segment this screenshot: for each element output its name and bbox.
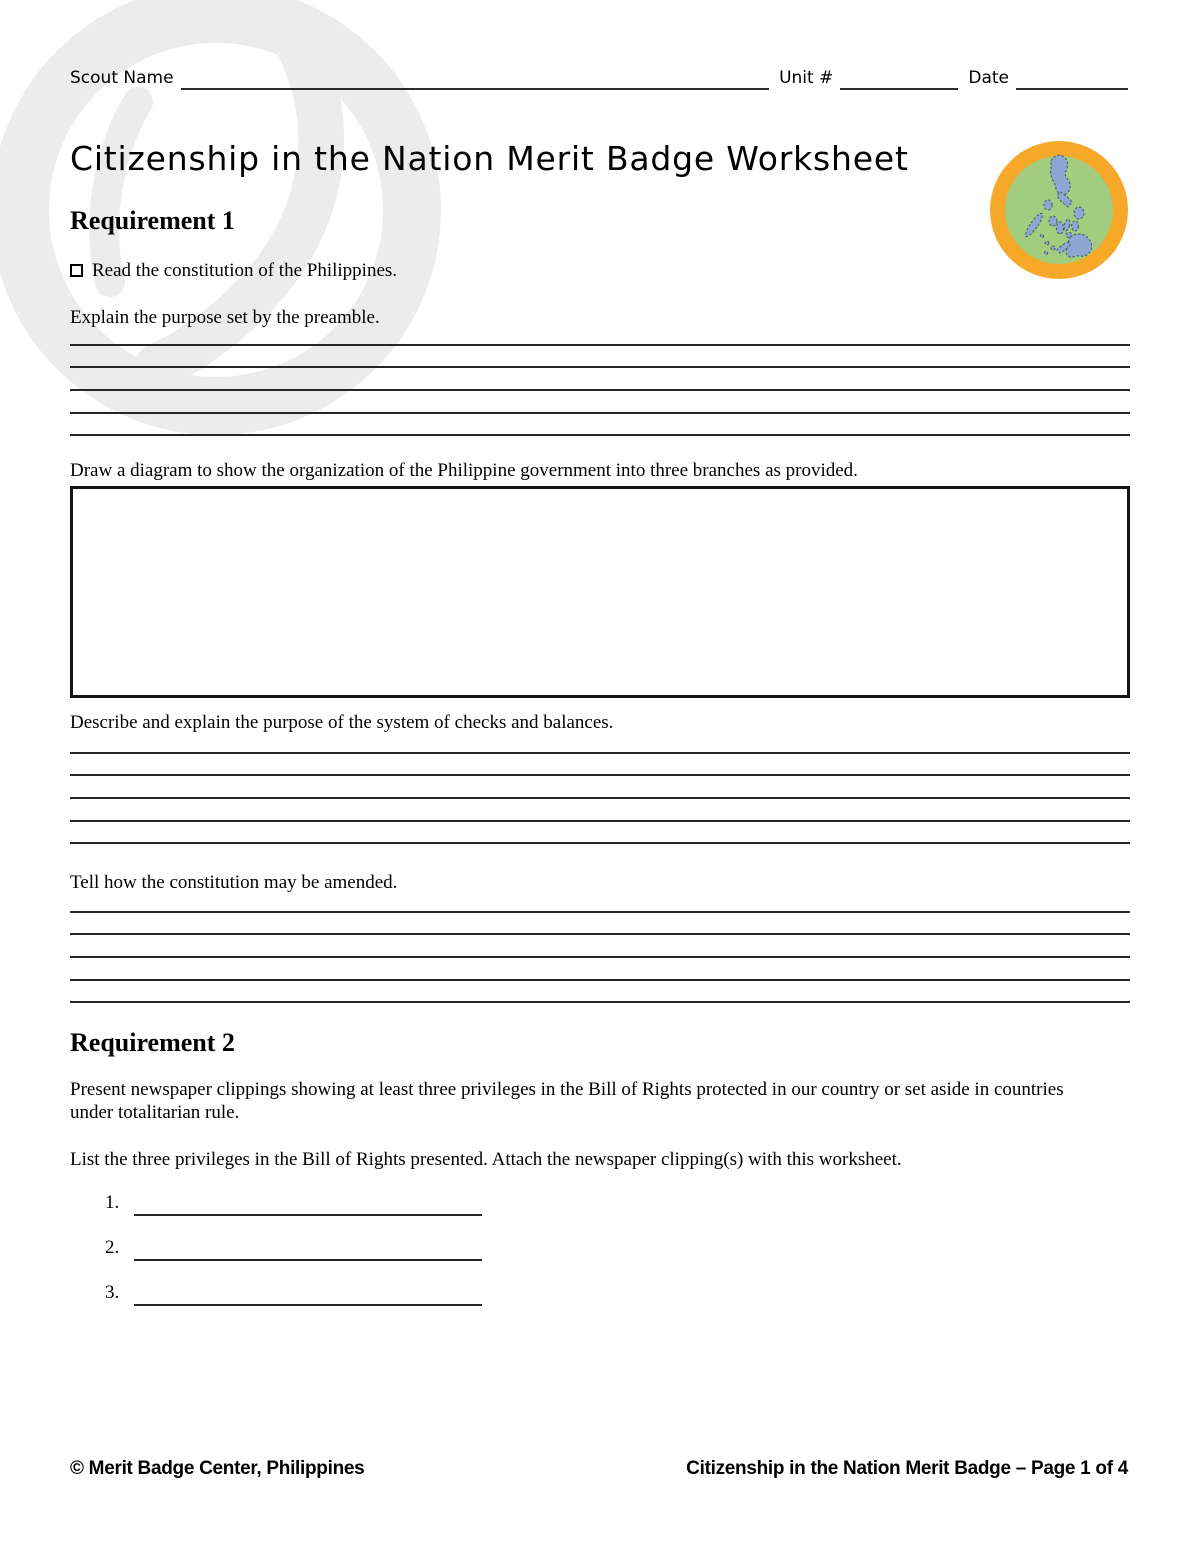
answer-line[interactable] xyxy=(70,958,1130,981)
date-label: Date xyxy=(968,68,1009,88)
unit-number-field[interactable] xyxy=(840,66,958,90)
page-title: Citizenship in the Nation Merit Badge Worksheet xyxy=(70,139,909,178)
item-number: 3. xyxy=(105,1282,120,1303)
checkbox[interactable] xyxy=(70,264,83,277)
answer-line[interactable] xyxy=(70,414,1130,437)
answer-line[interactable] xyxy=(70,754,1130,777)
page-footer xyxy=(70,1458,1128,1480)
answer-line[interactable] xyxy=(70,890,1130,913)
read-constitution-label: Read the constitution of the Philippines. xyxy=(92,260,398,281)
read-constitution-item xyxy=(70,259,397,282)
amendment-question: Tell how the constitution may be amended. xyxy=(70,872,398,893)
amendment-answer-lines xyxy=(70,890,1130,1003)
answer-line[interactable] xyxy=(70,981,1130,1004)
footer-page-indicator: Citizenship in the Nation Merit Badge – Page 1 of 4 xyxy=(686,1458,1128,1479)
privilege-field-3[interactable] xyxy=(134,1284,482,1306)
scout-name-label: Scout Name xyxy=(70,68,174,88)
list-privileges-instruction: List the three privileges in the Bill of Rights presented. Attach the newspaper clipping(s) with this worksheet. xyxy=(70,1149,902,1170)
diagram-box[interactable] xyxy=(70,486,1130,698)
answer-line[interactable] xyxy=(70,391,1130,414)
date-field[interactable] xyxy=(1016,66,1128,90)
diagram-question: Draw a diagram to show the organization of the Philippine government into three branches as provided. xyxy=(70,460,858,481)
checks-balances-question: Describe and explain the purpose of the system of checks and balances. xyxy=(70,712,614,733)
header-fill-in-row xyxy=(70,66,1128,90)
item-number: 2. xyxy=(105,1237,120,1258)
preamble-question: Explain the purpose set by the preamble. xyxy=(70,307,380,328)
privilege-field-2[interactable] xyxy=(134,1239,482,1261)
answer-line[interactable] xyxy=(70,799,1130,822)
philippines-merit-badge-icon xyxy=(990,141,1128,279)
scout-name-field[interactable] xyxy=(181,66,770,90)
unit-number-label: Unit # xyxy=(779,68,834,88)
requirement-1-heading: Requirement 1 xyxy=(70,206,235,235)
intro-line-1: Present newspaper clippings showing at least three privileges in the Bill of Rights protected in our country or set aside in countries xyxy=(70,1079,1064,1100)
intro-line-2: under totalitarian rule. xyxy=(70,1102,240,1123)
privilege-item-3 xyxy=(105,1282,482,1306)
answer-line[interactable] xyxy=(70,776,1130,799)
requirement-2-intro xyxy=(70,1078,1130,1124)
answer-line[interactable] xyxy=(70,323,1130,346)
preamble-answer-lines xyxy=(70,323,1130,436)
answer-line[interactable] xyxy=(70,913,1130,936)
checks-balances-answer-lines xyxy=(70,731,1130,844)
requirement-2-heading: Requirement 2 xyxy=(70,1028,235,1057)
answer-line[interactable] xyxy=(70,731,1130,754)
answer-line[interactable] xyxy=(70,935,1130,958)
answer-line[interactable] xyxy=(70,822,1130,845)
item-number: 1. xyxy=(105,1192,120,1213)
privilege-field-1[interactable] xyxy=(134,1194,482,1216)
answer-line[interactable] xyxy=(70,346,1130,369)
answer-line[interactable] xyxy=(70,368,1130,391)
footer-copyright: © Merit Badge Center, Philippines xyxy=(70,1458,365,1479)
privilege-item-2 xyxy=(105,1237,482,1261)
privilege-item-1 xyxy=(105,1192,482,1216)
